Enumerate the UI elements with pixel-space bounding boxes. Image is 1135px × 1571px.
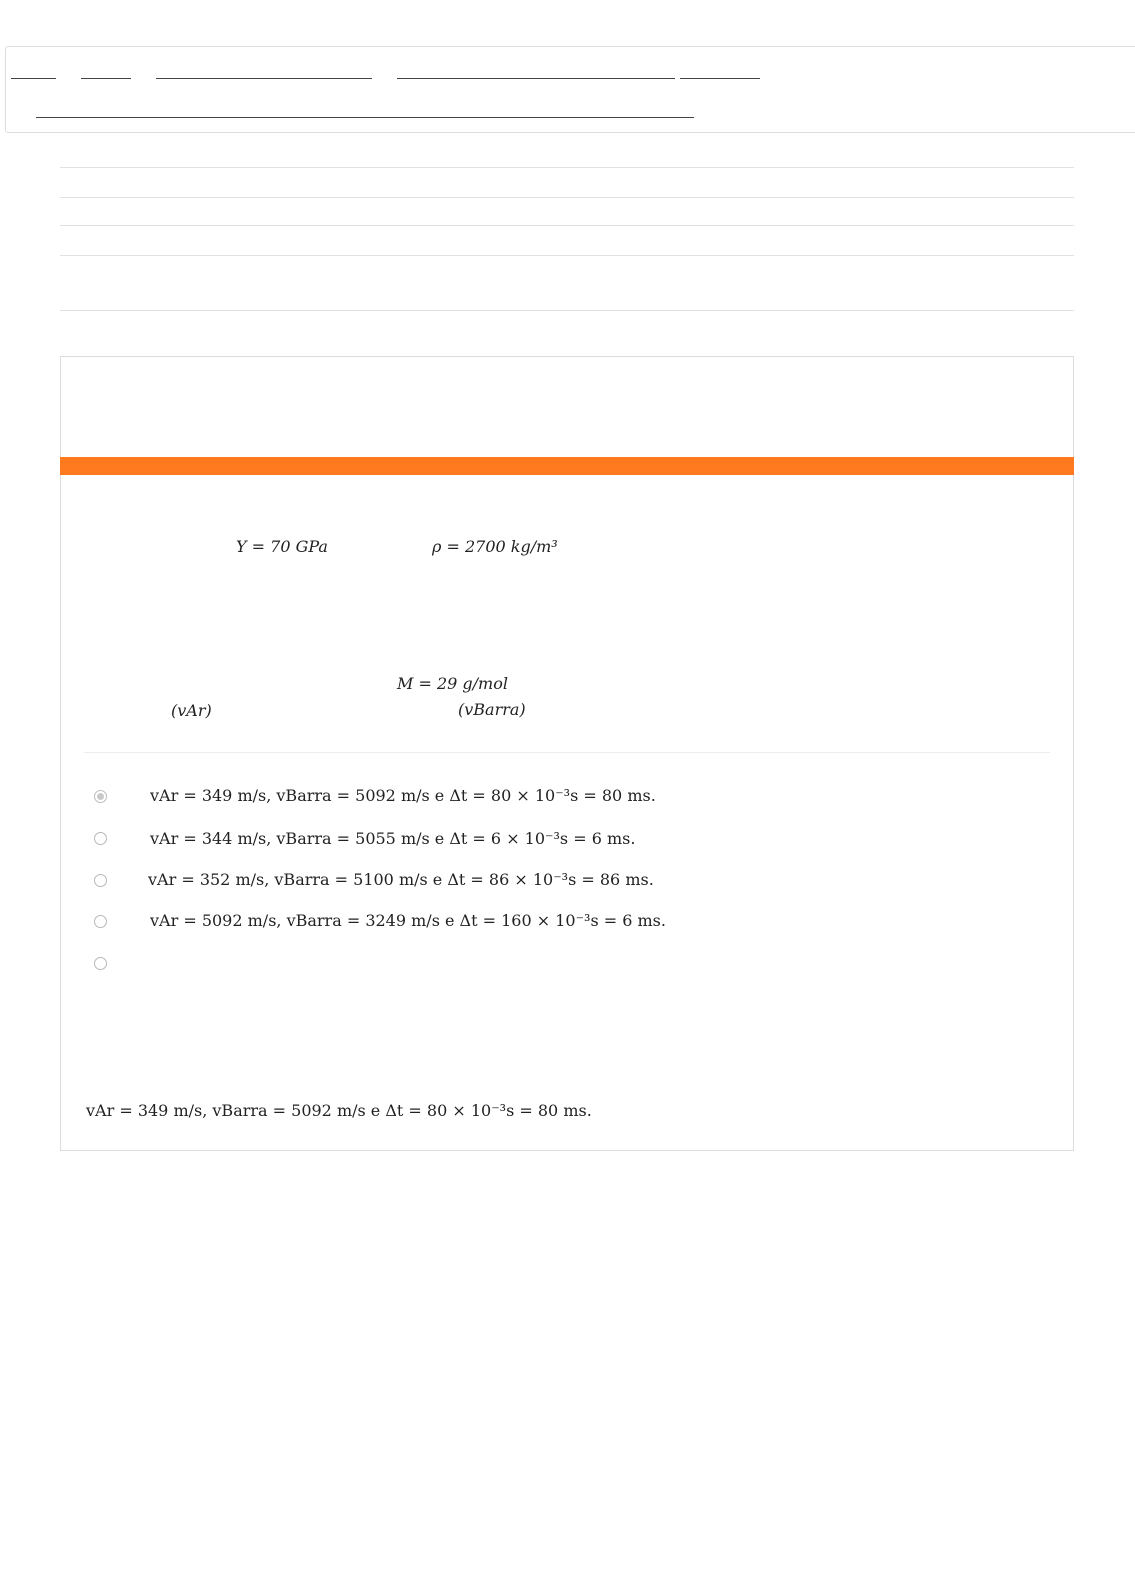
info-row-divider: [60, 167, 1074, 168]
info-row-divider: [60, 310, 1074, 311]
option-text-2[interactable]: vAr = 344 m/s, vBarra = 5055 m/s e Δt = 6 × 10⁻³s = 6 ms.: [150, 829, 636, 848]
breadcrumb-link-4[interactable]: [397, 78, 675, 79]
info-row-divider: [60, 197, 1074, 198]
breadcrumb-link-3[interactable]: [156, 78, 372, 79]
info-row-divider: [60, 255, 1074, 256]
breadcrumb-link-6[interactable]: [36, 117, 694, 118]
breadcrumb: [5, 46, 1135, 133]
given-density: ρ = 2700 kg/m³: [432, 537, 558, 556]
breadcrumb-link-2[interactable]: [81, 78, 131, 79]
breadcrumb-link-5[interactable]: [680, 78, 760, 79]
given-molar-mass: M = 29 g/mol: [397, 674, 508, 693]
question-card: [60, 356, 1074, 1151]
option-radio-1[interactable]: [94, 790, 107, 803]
option-radio-2[interactable]: [94, 832, 107, 845]
question-header-bar: [60, 457, 1074, 475]
given-young-modulus: Y = 70 GPa: [236, 537, 328, 556]
option-radio-4[interactable]: [94, 915, 107, 928]
options-divider: [84, 752, 1050, 753]
label-bar-speed: (vBarra): [458, 700, 526, 719]
option-text-1[interactable]: vAr = 349 m/s, vBarra = 5092 m/s e Δt = 80 × 10⁻³s = 80 ms.: [150, 786, 656, 805]
info-row-divider: [60, 225, 1074, 226]
option-text-4[interactable]: vAr = 5092 m/s, vBarra = 3249 m/s e Δt = 160 × 10⁻³s = 6 ms.: [150, 911, 666, 930]
option-text-3[interactable]: vAr = 352 m/s, vBarra = 5100 m/s e Δt = 86 × 10⁻³s = 86 ms.: [148, 870, 654, 889]
correct-answer-text: vAr = 349 m/s, vBarra = 5092 m/s e Δt = 80 × 10⁻³s = 80 ms.: [86, 1101, 592, 1120]
breadcrumb-link-1[interactable]: [11, 78, 56, 79]
option-radio-3[interactable]: [94, 874, 107, 887]
label-air-speed: (vAr): [171, 701, 212, 720]
option-radio-5[interactable]: [94, 957, 107, 970]
